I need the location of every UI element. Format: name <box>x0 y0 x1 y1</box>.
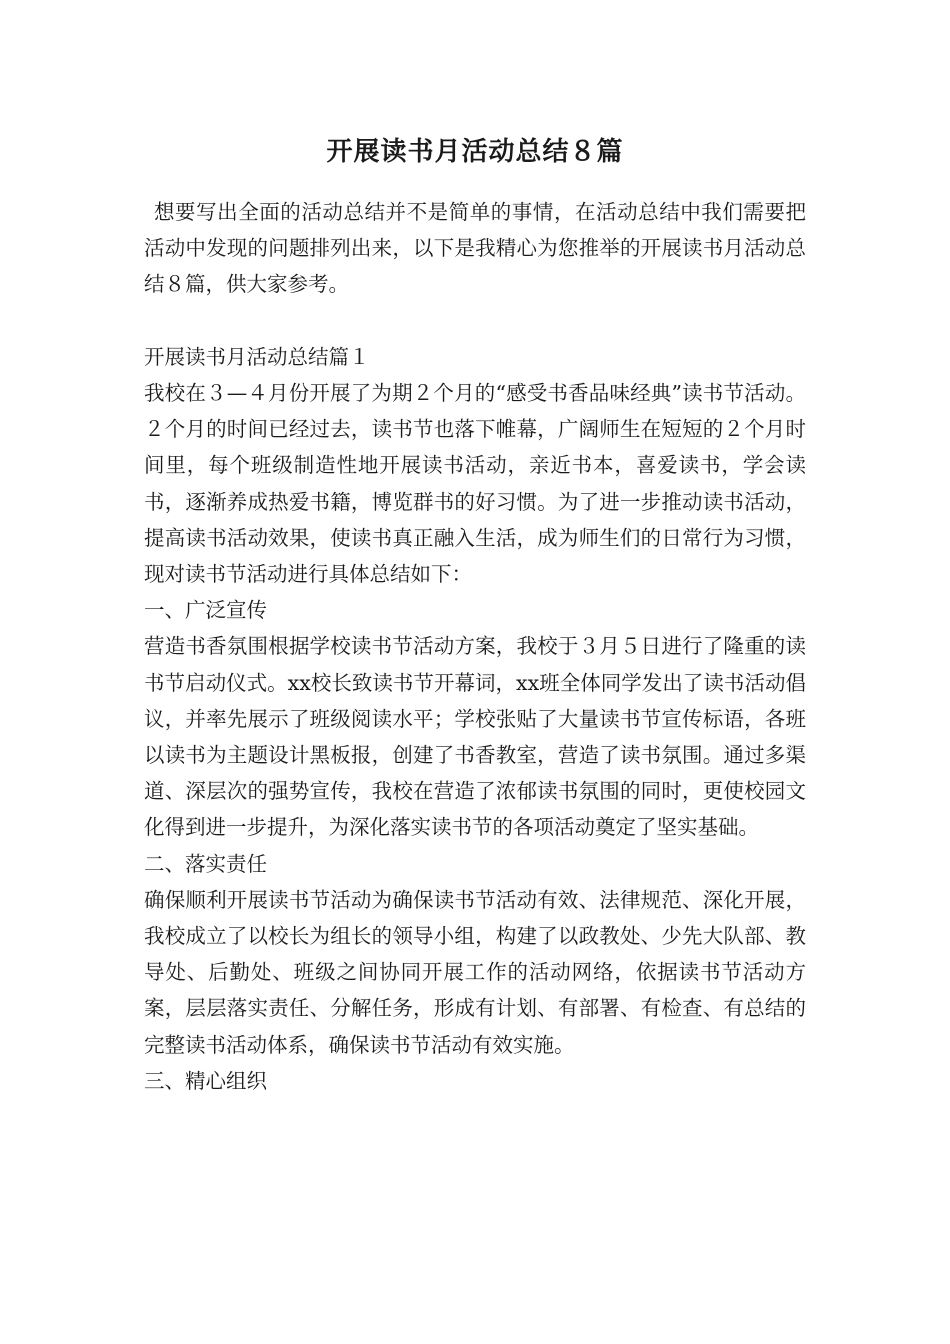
document-title: 开展读书月活动总结８篇 <box>326 137 624 167</box>
section-heading: 开展读书月活动总结篇１ <box>144 344 370 369</box>
subheading-2: 二、落实责任 <box>144 851 267 876</box>
intro-paragraph: 想要写出全面的活动总结并不是简单的事情，在活动总结中我们需要把活动中发现的问题排列出来，以下是我精心为您推举的开展读书月活动总结８篇，供大家参考。 <box>144 200 806 297</box>
body-paragraph: 我校在３—４月份开展了为期２个月的“感受书香品味经典”读书节活动。２个月的时间已经过去，读书节也落下帷幕，广阔师生在短短的２个月时间里，每个班级制造性地开展读书活动，亲近书本，喜爱读书，学会读书，逐渐养成热爱书籍，博览群书的好习惯。为了进一步推动读书活动，提高读书活动效果，使读书真正融入生活，成为师生们的日常行为习惯，现对读书节活动进行具体总结如下： <box>144 381 806 587</box>
paragraph-gap <box>144 303 806 339</box>
document-body <box>144 194 806 1099</box>
subheading-3: 三、精心组织 <box>144 1068 267 1093</box>
body-paragraph: 营造书香氛围根据学校读书节活动方案，我校于３月５日进行了隆重的读书节启动仪式。xx校长致读书节开幕词，xx班全体同学发出了读书活动倡议，并率先展示了班级阅读水平；学校张贴了大量读书节宣传标语，各班以读书为主题设计黑板报，创建了书香教室，营造了读书氛围。通过多渠道、深层次的强势宣传，我校在营造了浓郁读书氛围的同时，更使校园文化得到进一步提升，为深化落实读书节的各项活动奠定了坚实基础。 <box>144 634 806 840</box>
body-paragraph: 确保顺利开展读书节活动为确保读书节活动有效、法律规范、深化开展，我校成立了以校长为组长的领导小组，构建了以政教处、少先大队部、教导处、后勤处、班级之间协同开展工作的活动网络，依据读书节活动方案，层层落实责任、分解任务，形成有计划、有部署、有检查、有总结的完整读书活动体系，确保读书节活动有效实施。 <box>144 887 806 1057</box>
subheading-1: 一、广泛宣传 <box>144 598 267 623</box>
